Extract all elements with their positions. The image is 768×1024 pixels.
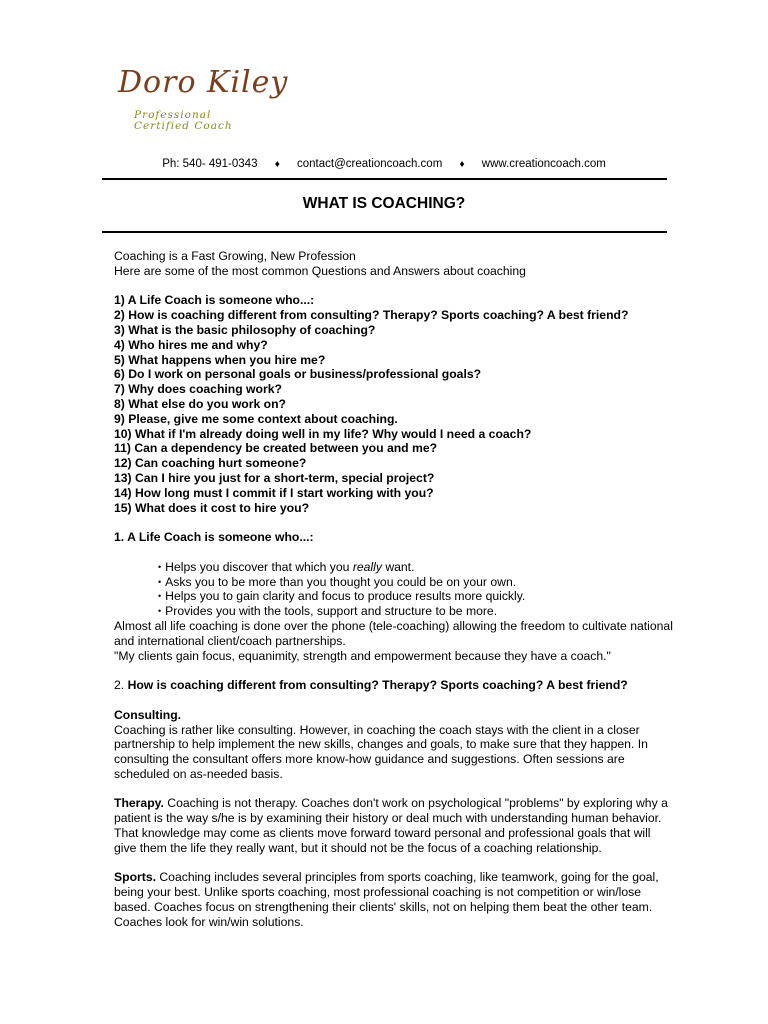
question-item: 14) How long must I commit if I start working with you? — [114, 485, 434, 500]
section-1-quote: "My clients gain focus, equanimity, strength and empowerment because they have a coach." — [114, 648, 611, 663]
contact-phone: Ph: 540- 491-0343 — [162, 158, 258, 170]
question-list — [114, 293, 674, 515]
logo-name: Doro Kiley — [118, 65, 289, 100]
section-2-heading: 2. How is coaching different from consulting? Therapy? Sports coaching? A best friend? — [114, 678, 628, 693]
document-body — [114, 249, 674, 930]
therapy-paragraph: Therapy. Coaching is not therapy. Coaches don't work on psychological "problems" by exploring why a patient is the way s/he is by examining their history or deal much with understanding human behavior. That knowledge may come as clients move forward toward personal and professional goals that will give them the life they really want, but it should not be the focus of a coaching relationship. — [114, 796, 668, 855]
question-item: 8) What else do you work on? — [114, 396, 286, 411]
logo-subtitle — [134, 110, 233, 132]
question-item: 4) Who hires me and why? — [114, 337, 268, 352]
question-item: 13) Can I hire you just for a short-term, special project? — [114, 470, 435, 485]
question-item: 1) A Life Coach is someone who...: — [114, 293, 315, 308]
contact-line — [0, 157, 768, 173]
contact-website[interactable]: www.creationcoach.com — [481, 158, 606, 170]
question-item: 10) What if I'm already doing well in my life? Why would I need a coach? — [114, 426, 532, 441]
question-item: 5) What happens when you hire me? — [114, 352, 326, 367]
bullet-item: • Provides you with the tools, support and structure to be more. — [158, 604, 674, 619]
intro-line: Coaching is a Fast Growing, New Profession — [114, 249, 356, 263]
bullet-item: • Helps you discover that which you really want. — [158, 560, 674, 575]
question-item: 9) Please, give me some context about coaching. — [114, 411, 398, 426]
sports-paragraph: Sports. Coaching includes several principles from sports coaching, like teamwork, going for the goal, being your best. Unlike sports coaching, most professional coaching is not competition or win/lose based. Coaches focus on strengthening their clients' skills, not on helping them beat the other team. Coaches look for win/win solutions. — [114, 870, 659, 929]
diamond-icon: ♦ — [274, 159, 280, 170]
intro-line: Here are some of the most common Questions and Answers about coaching — [114, 263, 526, 278]
logo — [118, 65, 289, 138]
question-item: 6) Do I work on personal goals or business/professional goals? — [114, 367, 482, 382]
section-1-paragraph: Almost all life coaching is done over the phone (tele-coaching) allowing the freedom to cultivate national and international client/coach partnerships. — [114, 618, 673, 648]
logo-line-1: Professional — [134, 109, 212, 121]
question-item: 2) How is coaching different from consulting? Therapy? Sports coaching? A best friend? — [114, 308, 629, 323]
question-item: 3) What is the basic philosophy of coaching? — [114, 322, 376, 337]
bullet-list — [114, 560, 674, 619]
bullet-item: • Asks you to be more than you thought you could be on your own. — [158, 575, 674, 590]
consulting-label: Consulting. — [114, 707, 182, 722]
question-item: 11) Can a dependency be created between you and me? — [114, 441, 438, 456]
bullet-item: • Helps you to gain clarity and focus to produce results more quickly. — [158, 589, 674, 604]
top-rule — [102, 178, 667, 180]
question-item: 15) What does it cost to hire you? — [114, 500, 310, 515]
section-1-heading: 1. A Life Coach is someone who...: — [114, 530, 314, 545]
page-title: WHAT IS COACHING? — [302, 195, 466, 212]
logo-line-2: Certified Coach — [134, 120, 233, 132]
question-item: 12) Can coaching hurt someone? — [114, 456, 307, 471]
diamond-icon: ♦ — [459, 159, 465, 170]
consulting-paragraph: Coaching is rather like consulting. However, in coaching the coach stays with the client in a closer partnership to help implement the new skills, changes and goals, to make sure that they happen. In consulting the consultant offers more know-how guidance and suggestions. Often sessions are scheduled on as-needed basis. — [114, 722, 648, 781]
title-rule — [102, 231, 667, 233]
contact-email[interactable]: contact@creationcoach.com — [297, 158, 443, 170]
question-item: 7) Why does coaching work? — [114, 382, 282, 397]
